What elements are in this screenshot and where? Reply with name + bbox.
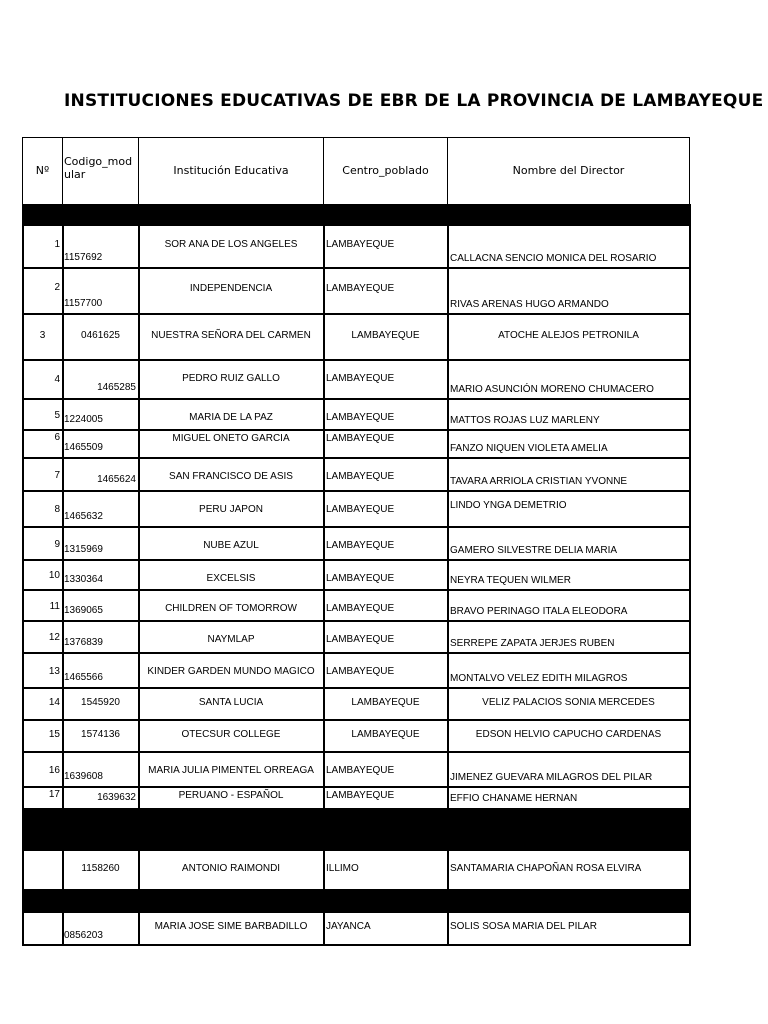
row-ie-cell: SOR ANA DE LOS ANGELES	[164, 239, 298, 250]
row-cp-cell: LAMBAYEQUE	[326, 790, 395, 801]
row-ie-cell: EXCELSIS	[206, 573, 256, 584]
row-dir-cell: LINDO YNGA DEMETRIO	[450, 500, 567, 511]
row-col-border	[689, 457, 691, 492]
row-col-border	[447, 620, 449, 654]
header-border-top	[22, 137, 690, 138]
row-col-border	[138, 559, 140, 591]
row-border	[22, 849, 691, 851]
row-dir-cell: ATOCHE ALEJOS PETRONILA	[498, 330, 639, 341]
row-col-border	[22, 589, 24, 622]
row-n-cell	[24, 863, 61, 875]
row-col-border	[447, 359, 449, 400]
row-col-border	[62, 620, 64, 654]
row-dir-cell: NEYRA TEQUEN WILMER	[450, 575, 571, 586]
row-col-border	[323, 589, 325, 622]
row-col-border	[323, 849, 325, 891]
row-col-border	[138, 719, 140, 753]
row-n-cell: 6	[54, 432, 60, 443]
row-code-cell: 1465632	[64, 511, 103, 522]
row-border	[22, 652, 691, 654]
row-code-cell: 0856203	[64, 930, 103, 941]
row-code-cell: 1369065	[64, 605, 103, 616]
row-border	[22, 808, 691, 810]
row-border	[22, 398, 691, 400]
row-dir-cell: VELIZ PALACIOS SONIA MERCEDES	[482, 697, 655, 708]
row-col-border	[689, 786, 691, 810]
row-border	[22, 589, 691, 591]
header-dir: Nombre del Director	[512, 164, 625, 177]
row-border	[22, 429, 691, 431]
header-col-border	[22, 137, 23, 204]
row-col-border	[62, 526, 64, 561]
row-col-border	[138, 224, 140, 269]
row-ie-cell: NUESTRA SEÑORA DEL CARMEN	[151, 330, 311, 341]
row-col-border	[22, 267, 24, 315]
row-cp-cell: LAMBAYEQUE	[326, 765, 395, 776]
row-col-border	[689, 224, 691, 269]
header-n: Nº	[35, 164, 50, 177]
row-n-cell: 7	[54, 470, 60, 481]
row-col-border	[447, 911, 449, 946]
row-col-border	[62, 719, 64, 753]
row-ie-cell: PERUANO - ESPAÑOL	[178, 790, 284, 801]
row-col-border	[447, 652, 449, 689]
row-dir-cell: JIMENEZ GUEVARA MILAGROS DEL PILAR	[450, 772, 653, 783]
row-border	[22, 944, 691, 946]
row-cp-cell: JAYANCA	[326, 921, 371, 932]
row-ie-cell: PERU JAPON	[199, 504, 263, 515]
row-col-border	[22, 490, 24, 528]
section-band	[22, 808, 691, 849]
row-cp-cell: LAMBAYEQUE	[326, 504, 395, 515]
row-col-border	[689, 559, 691, 591]
row-col-border	[689, 652, 691, 689]
row-code-cell: 0461625	[81, 330, 120, 341]
row-ie-cell: MIGUEL ONETO GARCIA	[172, 433, 290, 444]
row-col-border	[323, 313, 325, 361]
row-col-border	[689, 398, 691, 431]
section-band	[22, 889, 691, 911]
row-col-border	[138, 620, 140, 654]
row-col-border	[62, 652, 64, 689]
row-n-cell: 16	[48, 765, 60, 776]
row-ie-cell: NAYMLAP	[207, 634, 255, 645]
row-dir-cell: MONTALVO VELEZ EDITH MILAGROS	[450, 673, 628, 684]
row-col-border	[22, 620, 24, 654]
row-col-border	[138, 398, 140, 431]
row-border	[22, 719, 691, 721]
header-code-line: ular	[64, 168, 86, 181]
row-col-border	[138, 911, 140, 946]
row-col-border	[323, 652, 325, 689]
row-col-border	[22, 687, 24, 721]
row-code-cell: 1465509	[64, 442, 103, 453]
row-code-cell: 1639608	[64, 771, 103, 782]
row-n-cell: 1	[54, 239, 60, 250]
row-col-border	[447, 751, 449, 788]
row-col-border	[62, 786, 64, 810]
row-col-border	[22, 652, 24, 689]
row-cp-cell: LAMBAYEQUE	[351, 697, 420, 708]
row-col-border	[138, 589, 140, 622]
row-border	[22, 313, 691, 315]
row-cp-cell: LAMBAYEQUE	[326, 634, 395, 645]
row-cp-cell: LAMBAYEQUE	[326, 573, 395, 584]
row-cp-cell: LAMBAYEQUE	[326, 373, 395, 384]
row-col-border	[22, 911, 24, 946]
row-cp-cell: LAMBAYEQUE	[351, 330, 420, 341]
row-col-border	[323, 786, 325, 810]
row-col-border	[138, 652, 140, 689]
header-cp: Centro_poblado	[342, 164, 429, 177]
row-ie-cell: PEDRO RUIZ GALLO	[182, 373, 280, 384]
row-col-border	[22, 751, 24, 788]
row-n-cell: 10	[48, 570, 60, 581]
row-col-border	[62, 398, 64, 431]
row-col-border	[447, 687, 449, 721]
row-dir-cell: EDSON HELVIO CAPUCHO CARDENAS	[475, 729, 662, 740]
header-code-line: Codigo_mod	[64, 155, 133, 168]
row-dir-cell: CALLACNA SENCIO MONICA DEL ROSARIO	[450, 253, 657, 264]
row-cp-cell: LAMBAYEQUE	[326, 412, 395, 423]
row-col-border	[62, 313, 64, 361]
row-dir-cell: GAMERO SILVESTRE DELIA MARIA	[450, 545, 618, 556]
row-cp-cell: LAMBAYEQUE	[326, 283, 395, 294]
row-ie-cell: INDEPENDENCIA	[189, 283, 273, 294]
row-col-border	[22, 559, 24, 591]
row-col-border	[689, 589, 691, 622]
row-col-border	[689, 620, 691, 654]
row-col-border	[323, 526, 325, 561]
row-col-border	[447, 849, 449, 891]
row-col-border	[689, 490, 691, 528]
row-col-border	[447, 490, 449, 528]
row-border	[22, 224, 691, 226]
row-col-border	[323, 267, 325, 315]
row-col-border	[689, 719, 691, 753]
row-ie-cell: SAN FRANCISCO DE ASIS	[169, 471, 293, 482]
row-col-border	[447, 429, 449, 459]
row-border	[22, 889, 691, 891]
row-n-cell: 11	[49, 601, 60, 612]
row-code-cell: 1157700	[64, 298, 103, 309]
row-cp-cell: LAMBAYEQUE	[326, 471, 395, 482]
row-col-border	[22, 313, 24, 361]
row-cp-cell: ILLIMO	[326, 863, 359, 874]
row-col-border	[447, 589, 449, 622]
row-col-border	[689, 313, 691, 361]
row-col-border	[138, 267, 140, 315]
row-code-cell: 1465624	[97, 474, 136, 485]
section-band	[22, 204, 691, 224]
row-col-border	[447, 786, 449, 810]
row-dir-cell: BRAVO PERINAGO ITALA ELEODORA	[450, 606, 628, 617]
row-col-border	[323, 359, 325, 400]
row-code-cell: 1315969	[64, 544, 103, 555]
row-col-border	[323, 559, 325, 591]
header-col-border	[447, 137, 448, 204]
row-border	[22, 620, 691, 622]
row-border	[22, 267, 691, 269]
row-col-border	[689, 849, 691, 891]
row-col-border	[323, 687, 325, 721]
row-ie-cell: KINDER GARDEN MUNDO MAGICO	[147, 666, 315, 677]
row-col-border	[323, 224, 325, 269]
page-title: INSTITUCIONES EDUCATIVAS DE EBR DE LA PROVINCIA DE LAMBAYEQUE	[64, 91, 764, 111]
row-cp-cell: LAMBAYEQUE	[326, 433, 395, 444]
row-n-cell: 14	[48, 697, 60, 708]
row-col-border	[22, 849, 24, 891]
row-col-border	[22, 359, 24, 400]
row-col-border	[62, 490, 64, 528]
row-border	[22, 559, 691, 561]
row-col-border	[323, 398, 325, 431]
row-ie-cell: MARIA JOSE SIME BARBADILLO	[154, 921, 308, 932]
row-border	[22, 786, 691, 788]
row-cp-cell: LAMBAYEQUE	[326, 666, 395, 677]
row-cp-cell: LAMBAYEQUE	[351, 729, 420, 740]
row-border	[22, 359, 691, 361]
row-col-border	[22, 224, 24, 269]
row-col-border	[62, 911, 64, 946]
row-ie-cell: CHILDREN OF TOMORROW	[165, 603, 297, 614]
row-n-cell: 8	[54, 504, 60, 515]
row-ie-cell: MARIA DE LA PAZ	[189, 412, 273, 423]
header-code	[63, 137, 138, 204]
row-code-cell: 1465285	[97, 382, 136, 393]
row-col-border	[22, 457, 24, 492]
row-n-cell: 9	[54, 539, 60, 550]
row-col-border	[62, 224, 64, 269]
row-col-border	[138, 359, 140, 400]
row-col-border	[447, 398, 449, 431]
row-col-border	[62, 429, 64, 459]
row-col-border	[62, 559, 64, 591]
row-border	[22, 911, 691, 913]
row-col-border	[138, 457, 140, 492]
row-col-border	[447, 313, 449, 361]
row-code-cell: 1157692	[64, 252, 103, 263]
row-col-border	[689, 687, 691, 721]
row-n-cell: 15	[48, 729, 60, 740]
row-border	[22, 457, 691, 459]
row-n-cell: 13	[48, 666, 60, 677]
row-col-border	[447, 526, 449, 561]
row-col-border	[22, 786, 24, 810]
row-ie-cell: SANTA LUCIA	[198, 697, 264, 708]
row-col-border	[447, 719, 449, 753]
row-code-cell: 1639632	[97, 792, 136, 803]
row-n-cell: 12	[48, 632, 60, 643]
row-col-border	[689, 526, 691, 561]
row-col-border	[138, 429, 140, 459]
header-col-border	[138, 137, 139, 204]
row-col-border	[323, 457, 325, 492]
row-col-border	[689, 751, 691, 788]
row-code-cell: 1376839	[64, 637, 103, 648]
row-cp-cell: LAMBAYEQUE	[326, 239, 395, 250]
row-col-border	[22, 719, 24, 753]
row-col-border	[22, 398, 24, 431]
row-col-border	[22, 429, 24, 459]
row-dir-cell: MARIO ASUNCIÓN MORENO CHUMACERO	[450, 384, 654, 395]
row-col-border	[62, 457, 64, 492]
row-code-cell: 1158260	[81, 863, 120, 874]
row-col-border	[138, 751, 140, 788]
row-code-cell: 1545920	[81, 697, 120, 708]
row-col-border	[323, 911, 325, 946]
row-col-border	[62, 687, 64, 721]
row-border	[22, 526, 691, 528]
row-col-border	[62, 751, 64, 788]
row-col-border	[689, 911, 691, 946]
row-dir-cell: FANZO NIQUEN VIOLETA AMELIA	[450, 443, 608, 454]
row-n-cell: 3	[39, 330, 46, 341]
row-col-border	[62, 849, 64, 891]
row-n-cell: 2	[54, 282, 60, 293]
row-code-cell: 1224005	[64, 414, 103, 425]
row-col-border	[138, 849, 140, 891]
row-col-border	[447, 457, 449, 492]
row-col-border	[138, 786, 140, 810]
row-border	[22, 751, 691, 753]
row-col-border	[323, 490, 325, 528]
row-col-border	[323, 620, 325, 654]
row-dir-cell: RIVAS ARENAS HUGO ARMANDO	[450, 299, 609, 310]
row-col-border	[447, 559, 449, 591]
row-col-border	[323, 751, 325, 788]
row-n-cell: 17	[48, 789, 60, 800]
row-col-border	[447, 224, 449, 269]
row-col-border	[323, 429, 325, 459]
row-n-cell: 5	[54, 410, 60, 421]
row-dir-cell: MATTOS ROJAS LUZ MARLENY	[450, 415, 600, 426]
row-col-border	[62, 359, 64, 400]
header-col-border	[323, 137, 324, 204]
row-n-cell: 4	[54, 374, 60, 385]
row-cp-cell: LAMBAYEQUE	[326, 540, 395, 551]
row-code-cell: 1574136	[81, 729, 120, 740]
row-cp-cell: LAMBAYEQUE	[326, 603, 395, 614]
row-dir-cell: SOLIS SOSA MARIA DEL PILAR	[450, 921, 597, 932]
row-dir-cell: TAVARA ARRIOLA CRISTIAN YVONNE	[450, 476, 628, 487]
row-n-cell	[24, 924, 61, 936]
row-col-border	[62, 589, 64, 622]
row-ie-cell: NUBE AZUL	[203, 540, 259, 551]
row-border	[22, 687, 691, 689]
row-ie-cell: ANTONIO RAIMONDI	[181, 863, 281, 874]
row-col-border	[138, 490, 140, 528]
row-col-border	[689, 267, 691, 315]
row-col-border	[323, 719, 325, 753]
row-ie-cell: OTECSUR COLLEGE	[181, 729, 281, 740]
header-col-border	[62, 137, 63, 204]
row-col-border	[138, 687, 140, 721]
header-ie: Institución Educativa	[173, 164, 289, 177]
row-col-border	[138, 526, 140, 561]
row-dir-cell: EFFIO CHANAME HERNAN	[450, 793, 578, 804]
row-col-border	[689, 429, 691, 459]
row-ie-cell: MARIA JULIA PIMENTEL ORREAGA	[148, 765, 314, 776]
row-dir-cell: SANTAMARIA CHAPOÑAN ROSA ELVIRA	[450, 863, 642, 874]
row-col-border	[447, 267, 449, 315]
row-col-border	[689, 359, 691, 400]
row-col-border	[22, 526, 24, 561]
row-code-cell: 1330364	[64, 574, 103, 585]
row-dir-cell: SERREPE ZAPATA JERJES RUBEN	[450, 638, 615, 649]
header-col-border	[689, 137, 690, 204]
row-col-border	[62, 267, 64, 315]
row-border	[22, 490, 691, 492]
row-code-cell: 1465566	[64, 672, 103, 683]
row-col-border	[138, 313, 140, 361]
